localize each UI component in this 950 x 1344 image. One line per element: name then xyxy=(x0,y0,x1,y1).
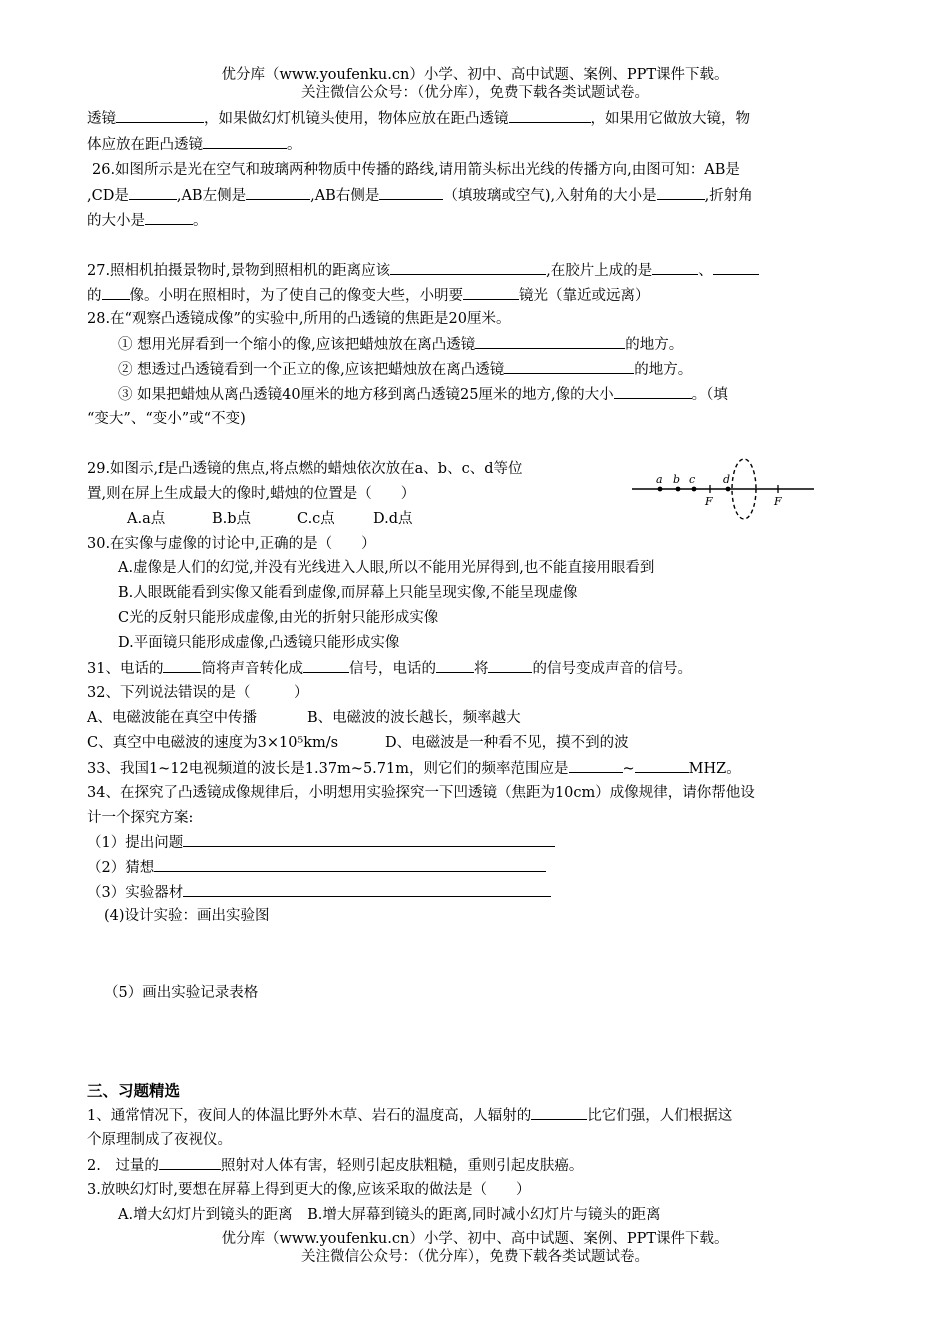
blank[interactable] xyxy=(463,285,519,300)
blank[interactable] xyxy=(145,210,193,225)
header-line-1: 优分库（www.youfenku.cn）小学、初中、高中试题、案例、PPT课件下载。 xyxy=(221,67,729,83)
q30-option-a[interactable]: A.虚像是人们的幻觉,并没有光线进入人眼,所以不能用光屏得到,也不能直接用眼看到 xyxy=(118,560,655,576)
q28-title: 28.在“观察凸透镜成像”的实验中,所用的凸透镜的焦距是20厘米。 xyxy=(87,311,511,327)
header-line-2: 关注微信公众号：（优分库），免费下载各类试题试卷。 xyxy=(301,85,649,101)
point-b-dot xyxy=(676,487,681,492)
s3-q1-line-2: 个原理制成了夜视仪。 xyxy=(87,1132,232,1148)
blank[interactable] xyxy=(614,384,692,399)
q26-line-2: ,CD是 ,AB左侧是 ,AB右侧是 （填玻璃或空气),入射角的大小是 ,折射角 xyxy=(87,185,753,206)
point-c-dot xyxy=(692,487,697,492)
q28-item-3-cont: “变大”、“变小”或“不变) xyxy=(87,411,246,427)
q34-step-5: （5）画出实验记录表格 xyxy=(104,985,259,1001)
q30-title: 30.在实像与虚像的讨论中,正确的是（ ） xyxy=(87,536,376,552)
focus-right-label: F xyxy=(774,495,782,508)
q34-line-2: 计一个探究方案: xyxy=(87,810,194,826)
blank[interactable] xyxy=(129,185,177,200)
blank[interactable] xyxy=(116,108,204,123)
point-c-label: c xyxy=(689,473,696,486)
point-d-label: d xyxy=(723,473,731,486)
q25-line-1: 透镜 ，如果做幻灯机镜头使用，物体应放在距凸透镜 ，如果用它做放大镜，物 xyxy=(87,108,750,129)
s3-q3-line: 3.放映幻灯时,要想在屏幕上得到更大的像,应该采取的做法是（ ） xyxy=(87,1182,531,1198)
q34-line-1: 34、在探究了凸透镜成像规律后，小明想用实验探究一下凹透镜（焦距为10cm）成像规律，请你帮他设 xyxy=(87,785,755,801)
s3-q2-line: 2. 过量的 照射对人体有害，轻则引起皮肤粗糙，重则引起皮肤癌。 xyxy=(87,1155,583,1176)
q30-option-c[interactable]: C光的反射只能形成虚像,由光的折射只能形成实像 xyxy=(118,610,439,626)
q32-option-c[interactable]: C、真空中电磁波的速度为3×10⁵km/s xyxy=(87,735,339,751)
section-title: 三、习题精选 xyxy=(87,1082,181,1100)
footer-line-2: 关注微信公众号：（优分库），免费下载各类试题试卷。 xyxy=(301,1249,649,1265)
answer-line[interactable] xyxy=(183,882,551,897)
q27-line-1: 27.照相机拍摄景物时,景物到照相机的距离应该 ,在胶片上成的是 、 xyxy=(87,260,759,281)
q26-line-3: 的大小是 。 xyxy=(87,210,208,231)
answer-line[interactable] xyxy=(154,857,546,872)
blank[interactable] xyxy=(203,134,287,149)
blank[interactable] xyxy=(713,260,759,275)
footer-line-1: 优分库（www.youfenku.cn）小学、初中、高中试题、案例、PPT课件下载。 xyxy=(221,1231,729,1247)
point-a-dot xyxy=(658,487,663,492)
blank[interactable] xyxy=(390,260,546,275)
q32-option-d[interactable]: D、电磁波是一种看不见，摸不到的波 xyxy=(385,735,629,751)
q33-line: 33、我国1~12电视频道的波长是1.37m~5.71m，则它们的频率范围应是 ~ MHZ。 xyxy=(87,758,741,779)
blank[interactable] xyxy=(504,359,634,374)
blank[interactable] xyxy=(488,658,532,673)
blank[interactable] xyxy=(475,334,625,349)
blank[interactable] xyxy=(379,185,443,200)
blank[interactable] xyxy=(102,285,130,300)
q29-option[interactable]: D.d点 xyxy=(373,511,413,527)
q31-line: 31、电话的 筒将声音转化成 信号，电话的 将 的信号变成声音的信号。 xyxy=(87,658,692,679)
q28-item-3: ③ 如果把蜡烛从离凸透镜40厘米的地方移到离凸透镜25厘米的地方,像的大小 。（填 xyxy=(118,384,728,405)
q29-line-1: 29.如图示,f是凸透镜的焦点,将点燃的蜡烛依次放在a、b、c、d等位 xyxy=(87,461,523,477)
q25-line-2: 体应放在距凸透镜 。 xyxy=(87,134,302,155)
q34-step-3: （3）实验器材 xyxy=(87,882,551,903)
answer-line[interactable] xyxy=(183,832,555,847)
blank[interactable] xyxy=(657,185,705,200)
blank[interactable] xyxy=(569,758,623,773)
q34-step-4: (4)设计实验：画出实验图 xyxy=(104,908,270,924)
blank[interactable] xyxy=(509,108,591,123)
point-b-label: b xyxy=(673,473,681,486)
focus-left-label: F xyxy=(705,495,713,508)
blank[interactable] xyxy=(531,1105,587,1120)
q29-line-2: 置,则在屏上生成最大的像时,蜡烛的位置是（ ） xyxy=(87,486,416,502)
s3-q3-options[interactable]: A.增大幻灯片到镜头的距离 B.增大屏幕到镜头的距离,同时减小幻灯片与镜头的距离 xyxy=(118,1207,661,1223)
q32-options-cd xyxy=(87,733,629,753)
q30-option-b[interactable]: B.人眼既能看到实像又能看到虚像,而屏幕上只能呈现实像,不能呈现虚像 xyxy=(118,585,578,601)
q29-option[interactable]: C.c点 xyxy=(297,511,335,527)
q32-title: 32、下列说法错误的是（ ） xyxy=(87,685,309,701)
q29-option[interactable]: B.b点 xyxy=(212,511,252,527)
q30-option-d[interactable]: D.平面镜只能形成虚像,凸透镜只能形成实像 xyxy=(118,635,400,651)
lens-diagram xyxy=(630,455,820,525)
q29-option[interactable]: A.a点 xyxy=(127,511,166,527)
q28-item-1: ① 想用光屏看到一个缩小的像,应该把蜡烛放在离凸透镜 的地方。 xyxy=(118,334,683,355)
q32-option-a[interactable]: A、电磁波能在真空中传播 xyxy=(87,710,257,726)
q26-line-1: 26.如图所示是光在空气和玻璃两种物质中传播的路线,请用箭头标出光线的传播方向,由图可知：AB是 xyxy=(92,162,740,178)
q34-step-1: （1）提出问题 xyxy=(87,832,555,853)
point-d-dot xyxy=(726,487,731,492)
q29-options xyxy=(127,509,413,529)
s3-q1-line-1: 1、通常情况下，夜间人的体温比野外木草、岩石的温度高，人辐射的 比它们强，人们根据这 xyxy=(87,1105,732,1126)
blank[interactable] xyxy=(635,758,689,773)
q32-options-ab xyxy=(87,708,521,728)
q34-step-2: （2）猜想 xyxy=(87,857,546,878)
blank[interactable] xyxy=(159,1155,221,1170)
q28-item-2: ② 想透过凸透镜看到一个正立的像,应该把蜡烛放在离凸透镜 的地方。 xyxy=(118,359,692,380)
point-a-label: a xyxy=(656,473,663,486)
blank[interactable] xyxy=(303,658,349,673)
blank[interactable] xyxy=(246,185,310,200)
blank[interactable] xyxy=(436,658,474,673)
q32-option-b[interactable]: B、电磁波的波长越长，频率越大 xyxy=(307,710,521,726)
blank[interactable] xyxy=(652,260,698,275)
q27-line-2: 的 像。小明在照相时，为了使自己的像变大些，小明要 镜光（靠近或远离） xyxy=(87,285,650,306)
blank[interactable] xyxy=(163,658,201,673)
